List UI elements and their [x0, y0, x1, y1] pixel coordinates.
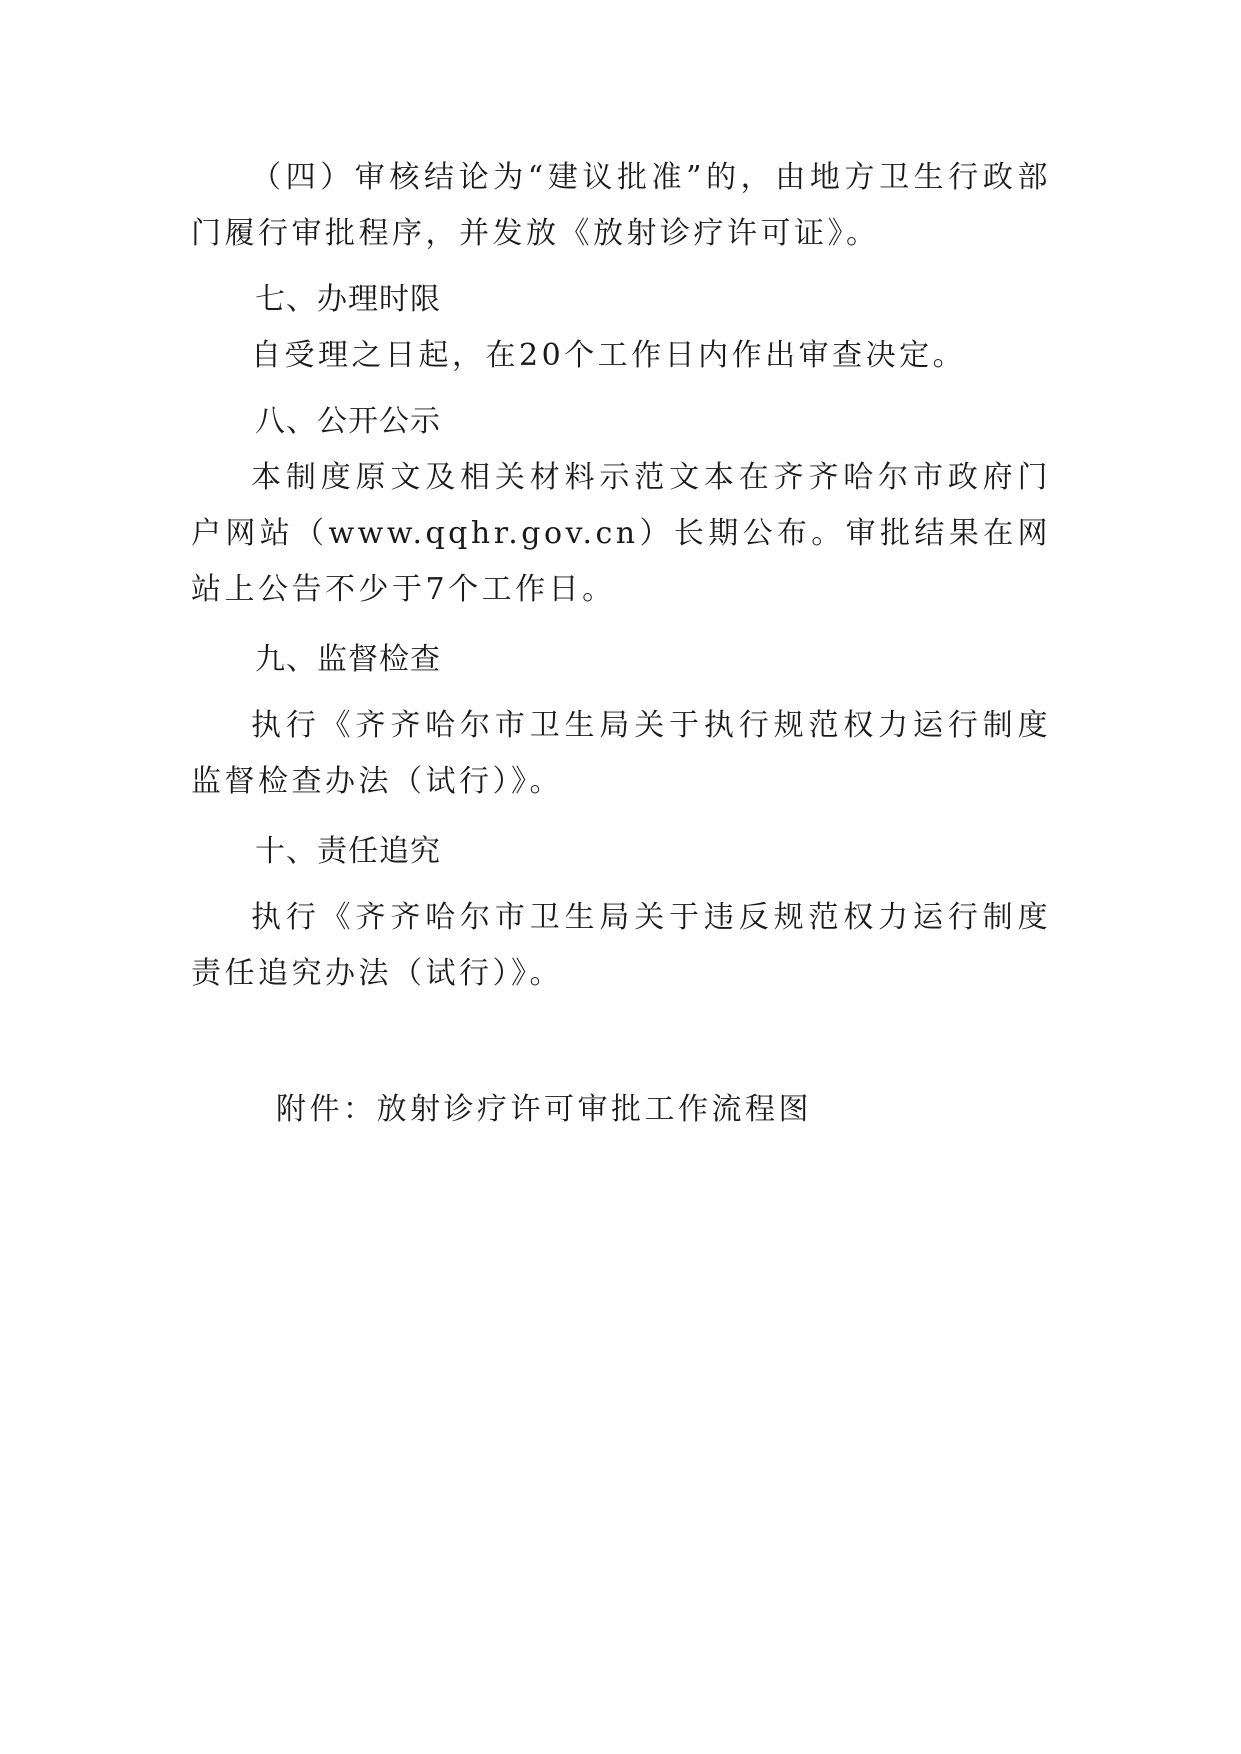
paragraph-accountability: 执行《齐齐哈尔市卫生局关于违反规范权力运行制度责任追究办法（试行）》。	[191, 900, 1051, 991]
paragraph-supervision-inspection: 执行《齐齐哈尔市卫生局关于执行规范权力运行制度监督检查办法（试行）》。	[191, 708, 1051, 799]
spacer	[191, 618, 1051, 632]
heading-accountability: 十、责任追究	[255, 834, 441, 869]
spacer	[191, 810, 1051, 824]
paragraph-approval-conclusion: （四）审核结论为“建议批准”的，由地方卫生行政部门履行审批程序，并发放《放射诊疗许可证》。	[191, 160, 1051, 251]
heading-supervision-inspection: 九、监督检查	[255, 642, 441, 677]
paragraph-processing-time-limit: 自受理之日起，在20个工作日内作出审查决定。	[251, 338, 967, 373]
attachment-note: 附件：放射诊疗许可审批工作流程图	[276, 1092, 812, 1127]
spacer	[191, 880, 1051, 890]
spacer	[191, 688, 1051, 698]
paragraph-public-disclosure: 本制度原文及相关材料示范文本在齐齐哈尔市政府门户网站（www.qqhr.gov.cn）长期公布。审批结果在网站上公告不少于7个工作日。	[191, 460, 1051, 607]
document-body	[191, 150, 1051, 1002]
spacer	[191, 384, 1051, 394]
heading-public-disclosure: 八、公开公示	[255, 404, 441, 439]
heading-processing-time-limit: 七、办理时限	[255, 282, 441, 317]
spacer	[191, 262, 1051, 272]
